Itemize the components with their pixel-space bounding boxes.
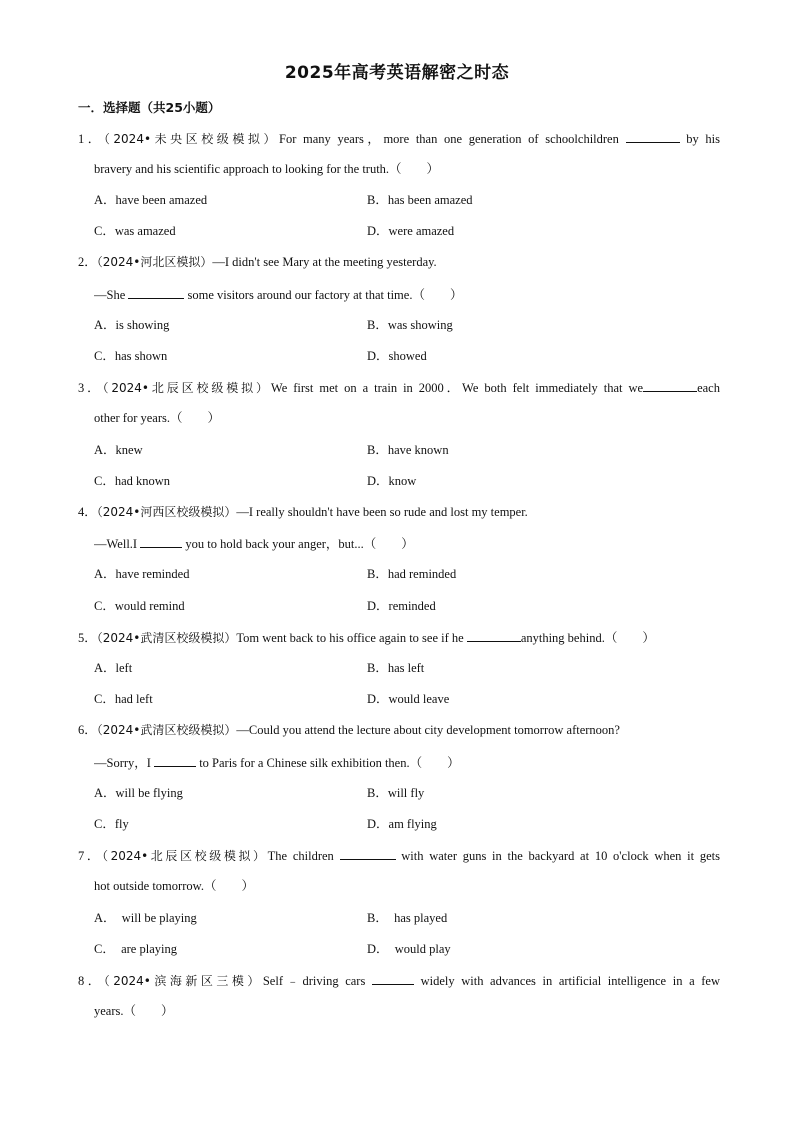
question-text: anything behind.（ ） [520,631,655,645]
question-2-line-1 [78,254,720,270]
option-d: D．know [367,474,417,488]
option-d: D．reminded [367,599,436,613]
question-7-line-1 [78,847,720,864]
question-2-line-2 [94,286,720,303]
question-6-line-1 [78,722,720,738]
question-text: —I really shouldn't have been so rude and lost my temper. [236,505,528,519]
option-b: B．has been amazed [367,193,473,207]
answer-blank [128,286,184,299]
question-8-line-2: years.（ ） [94,1004,174,1018]
option-c: C．has shown [94,349,168,363]
question-3-line-1 [78,379,720,396]
question-text: widely with advances in artificial intelligence in a few [413,974,720,988]
question-1-line-2: bravery and his scientific approach to looking for the truth.（ ） [94,162,440,176]
question-text: The children [267,849,340,863]
answer-blank [340,847,396,860]
question-source: （2024•武清区校级模拟） [96,723,237,737]
option-a: A．is showing [94,318,170,332]
question-text: to Paris for a Chinese silk exhibition then.（ ） [196,756,460,770]
question-source: （2024•滨海新区三模） [103,974,263,988]
question-1-line-1 [78,130,720,147]
question-source: （2024•北辰区校级模拟） [102,381,271,395]
question-text: with water guns in the backyard at 10 o'clock when it gets [395,849,720,863]
option-c: C．had known [94,474,171,488]
question-5-line-1 [78,629,720,646]
question-number: 5． [78,631,97,645]
question-number: 8． [78,974,104,988]
question-source: （2024•河西区校级模拟） [96,505,237,519]
option-c: C．had left [94,692,153,706]
question-text: —Well.I [94,537,141,551]
option-d: D． would play [367,942,451,956]
section-heading: 一．选择题（共25小题） [78,100,221,115]
option-a: A．knew [94,443,143,457]
question-number: 6． [78,723,97,737]
option-a: A．have reminded [94,567,190,581]
question-text: —She [94,288,129,302]
question-text: Tom went back to his office again to see if he [236,631,467,645]
question-number: 2． [78,255,97,269]
question-3-line-2: other for years.（ ） [94,411,221,425]
option-a: A．will be flying [94,786,183,800]
option-c: C．was amazed [94,224,176,238]
option-c: C．fly [94,817,129,831]
question-text: —Could you attend the lecture about city development tomorrow afternoon? [236,723,620,737]
option-d: D．were amazed [367,224,455,238]
option-b: B．was showing [367,318,453,332]
question-number: 7． [78,849,102,863]
question-text: by his [679,132,720,146]
option-a: A．left [94,661,133,675]
answer-blank [372,972,414,985]
question-text: —Sorry，I [94,756,155,770]
answer-blank [643,379,697,392]
option-b: B．had reminded [367,567,457,581]
question-source: （2024•北辰区校级模拟） [101,849,268,863]
question-source: （2024•河北区模拟） [96,255,213,269]
option-c: C．would remind [94,599,185,613]
question-text: you to hold back your anger，but...（ ） [182,537,414,551]
question-4-line-1 [78,504,720,520]
question-number: 4． [78,505,97,519]
question-text: We first met on a train in 2000．We both felt immediately that we [270,381,644,395]
question-number: 3． [78,381,103,395]
option-b: B．has left [367,661,425,675]
option-d: D．would leave [367,692,450,706]
question-text: For many years，more than one generation of schoolchildren [279,132,626,146]
question-6-line-2 [94,754,720,771]
question-text: some visitors around our factory at that time.（ ） [184,288,463,302]
question-text: —I didn't see Mary at the meeting yesterday. [212,255,437,269]
question-7-line-2: hot outside tomorrow.（ ） [94,879,254,893]
answer-blank [140,535,182,548]
question-text: Self﹣driving cars [262,974,372,988]
option-d: D．am flying [367,817,437,831]
option-b: B．will fly [367,786,425,800]
option-b: B．have known [367,443,449,457]
question-source: （2024•武清区校级模拟） [96,631,237,645]
option-c: C． are playing [94,942,177,956]
question-text: each [697,381,720,395]
answer-blank [154,754,196,767]
option-d: D．showed [367,349,427,363]
question-source: （2024•未央区校级模拟） [103,132,279,146]
answer-blank [467,629,521,642]
option-a: A． will be playing [94,911,197,925]
question-number: 1． [78,132,104,146]
option-a: A．have been amazed [94,193,208,207]
question-8-line-1 [78,972,720,989]
option-b: B． has played [367,911,448,925]
page-title: 2025年高考英语解密之时态 [284,63,510,83]
answer-blank [626,130,680,143]
question-4-line-2 [94,535,720,552]
